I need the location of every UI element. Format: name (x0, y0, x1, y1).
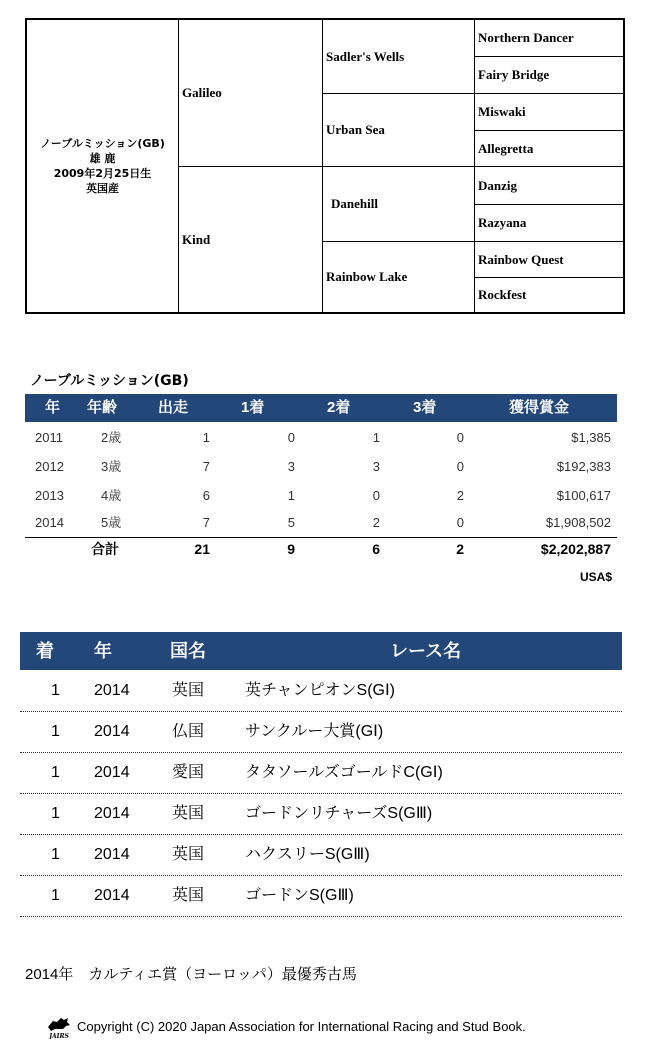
record-year: 2013 (35, 488, 64, 503)
dam-name: Kind (182, 231, 211, 247)
wins-year: 2014 (94, 682, 130, 699)
great-grandparent-cell (478, 167, 623, 204)
wins-place: 1 (51, 846, 60, 863)
record-header-cell: 年 (45, 399, 61, 416)
wins-year: 2014 (94, 723, 130, 740)
record-age: 2歳 (101, 430, 122, 445)
wins-country: 英国 (172, 682, 205, 699)
record-age: 3歳 (101, 459, 122, 474)
record-thirds: 0 (456, 515, 464, 530)
record-starts: 1 (202, 430, 210, 445)
record-total-row (25, 536, 617, 562)
record-earnings: $1,385 (571, 430, 611, 445)
wins-country: 英国 (172, 846, 205, 863)
record-total-label: 合計 (91, 541, 119, 557)
grandparent-cell (326, 20, 472, 93)
record-header (25, 394, 617, 422)
wins-header-cell: 年 (94, 641, 112, 661)
great-grandparent-cell (478, 242, 623, 277)
wins-race-name: ハクスリーS(GⅢ) (245, 846, 370, 863)
record-title: ノーブルミッション(GB) (30, 373, 189, 389)
record-year: 2012 (35, 459, 64, 474)
record-seconds: 0 (372, 488, 380, 503)
great-grandparent-name: Allegretta (478, 141, 534, 156)
great-grandparent-name: Rainbow Quest (478, 251, 564, 267)
grandparent-cell (331, 167, 472, 241)
wins-header-cell: 国名 (170, 641, 206, 661)
record-year: 2014 (35, 515, 64, 530)
record-thirds: 0 (456, 459, 464, 474)
record-row (25, 509, 617, 538)
horse-sex-color: 雄 鹿 (89, 152, 116, 165)
copyright-text: Copyright (C) 2020 Japan Association for International Racing and Stud Book. (77, 1018, 526, 1034)
record-year: 2011 (35, 430, 63, 445)
record-header-cell: 2着 (327, 399, 351, 416)
pedigree-table (25, 18, 625, 314)
record-age: 5歳 (101, 515, 122, 530)
great-grandparent-cell (478, 20, 623, 56)
record-age: 4歳 (101, 488, 122, 503)
record-header-cell: 年齢 (87, 399, 118, 416)
wins-country: 英国 (172, 887, 205, 904)
wins-place: 1 (51, 887, 60, 904)
wins-row (20, 794, 622, 835)
svg-text:JAIRS: JAIRS (49, 1033, 69, 1039)
grandparent-name: Sadler's Wells (326, 48, 405, 64)
record-wins: 3 (287, 459, 295, 474)
wins-row (20, 876, 622, 917)
record-total-starts: 21 (194, 541, 210, 557)
horse-name: ノーブルミッション(GB) (40, 137, 165, 150)
dam-cell (182, 167, 320, 312)
wins-country: 仏国 (172, 723, 205, 740)
record-seconds: 1 (372, 430, 380, 445)
wins-row (20, 835, 622, 876)
record-seconds: 3 (372, 459, 380, 474)
record-header-cell: 1着 (241, 399, 265, 416)
wins-row (20, 753, 622, 794)
record-thirds: 0 (456, 430, 464, 445)
record-earnings: $100,617 (556, 488, 611, 503)
wins-country: 英国 (172, 805, 205, 822)
wins-row (20, 671, 622, 712)
record-wins: 1 (287, 488, 295, 503)
sire-name: Galileo (182, 85, 222, 100)
record-header-cell: 獲得賞金 (509, 399, 570, 416)
great-grandparent-name: Northern Dancer (478, 30, 574, 45)
grandparent-name: Rainbow Lake (326, 269, 408, 284)
wins-country: 愛国 (172, 764, 205, 781)
great-grandparent-cell (478, 94, 623, 130)
wins-place: 1 (51, 682, 60, 699)
wins-header-cell: 着 (36, 641, 54, 661)
horse-info (27, 20, 178, 312)
record-thirds: 2 (456, 488, 464, 503)
wins-year: 2014 (94, 887, 130, 904)
record-total-earnings: $2,202,887 (540, 541, 611, 557)
great-grandparent-name: Miswaki (478, 104, 526, 119)
jairs-logo-icon (45, 1013, 73, 1039)
grandparent-name: Urban Sea (326, 122, 385, 137)
wins-place: 1 (51, 805, 60, 822)
record-header-cell: 3着 (413, 399, 437, 416)
wins-race-name: ゴードンリチャーズS(GⅢ) (245, 805, 433, 822)
wins-year: 2014 (94, 846, 130, 863)
record-row (25, 424, 617, 452)
great-grandparent-cell (478, 205, 623, 241)
record-wins: 5 (287, 515, 295, 530)
record-starts: 6 (202, 488, 210, 503)
horse-birthdate: 2009年2月25日生 (53, 167, 152, 180)
record-row (25, 482, 617, 510)
grandparent-cell (326, 242, 472, 312)
record-starts: 7 (202, 459, 210, 474)
great-grandparent-name: Razyana (478, 215, 527, 230)
wins-header-cell: レース名 (390, 641, 462, 661)
record-seconds: 2 (372, 515, 380, 530)
wins-place: 1 (51, 764, 60, 781)
record-wins: 0 (287, 430, 295, 445)
record-earnings: $1,908,502 (545, 515, 611, 530)
wins-year: 2014 (94, 805, 130, 822)
record-header-cell: 出走 (158, 399, 189, 416)
footer (45, 1013, 526, 1039)
record-total-wins: 9 (287, 541, 295, 557)
wins-race-name: ゴードンS(GⅢ) (245, 887, 354, 904)
record-total-seconds: 6 (372, 541, 380, 557)
wins-race-name: 英チャンピオンS(GⅠ) (245, 682, 396, 699)
great-grandparent-name: Danzig (478, 177, 517, 193)
sire-cell (182, 20, 320, 166)
great-grandparent-cell (478, 278, 623, 312)
record-row (25, 453, 617, 481)
award-text: 2014年 カルティエ賞（ヨーロッパ）最優秀古馬 (25, 966, 357, 983)
grandparent-name: Danehill (331, 196, 378, 211)
currency-unit: USA$ (579, 570, 612, 584)
wins-place: 1 (51, 723, 60, 740)
record-starts: 7 (202, 515, 210, 530)
horse-birthplace: 英国産 (86, 182, 119, 195)
wins-year: 2014 (94, 764, 130, 781)
wins-header (20, 632, 622, 670)
great-grandparent-name: Fairy Bridge (478, 67, 550, 82)
wins-row (20, 712, 622, 753)
wins-race-name: サンクルー大賞(GⅠ) (245, 723, 384, 740)
grandparent-cell (326, 94, 472, 166)
great-grandparent-name: Rockfest (478, 287, 527, 302)
record-total-thirds: 2 (456, 541, 464, 557)
wins-race-name: タタソールズゴールドC(GⅠ) (245, 764, 443, 781)
record-earnings: $192,383 (556, 459, 611, 474)
